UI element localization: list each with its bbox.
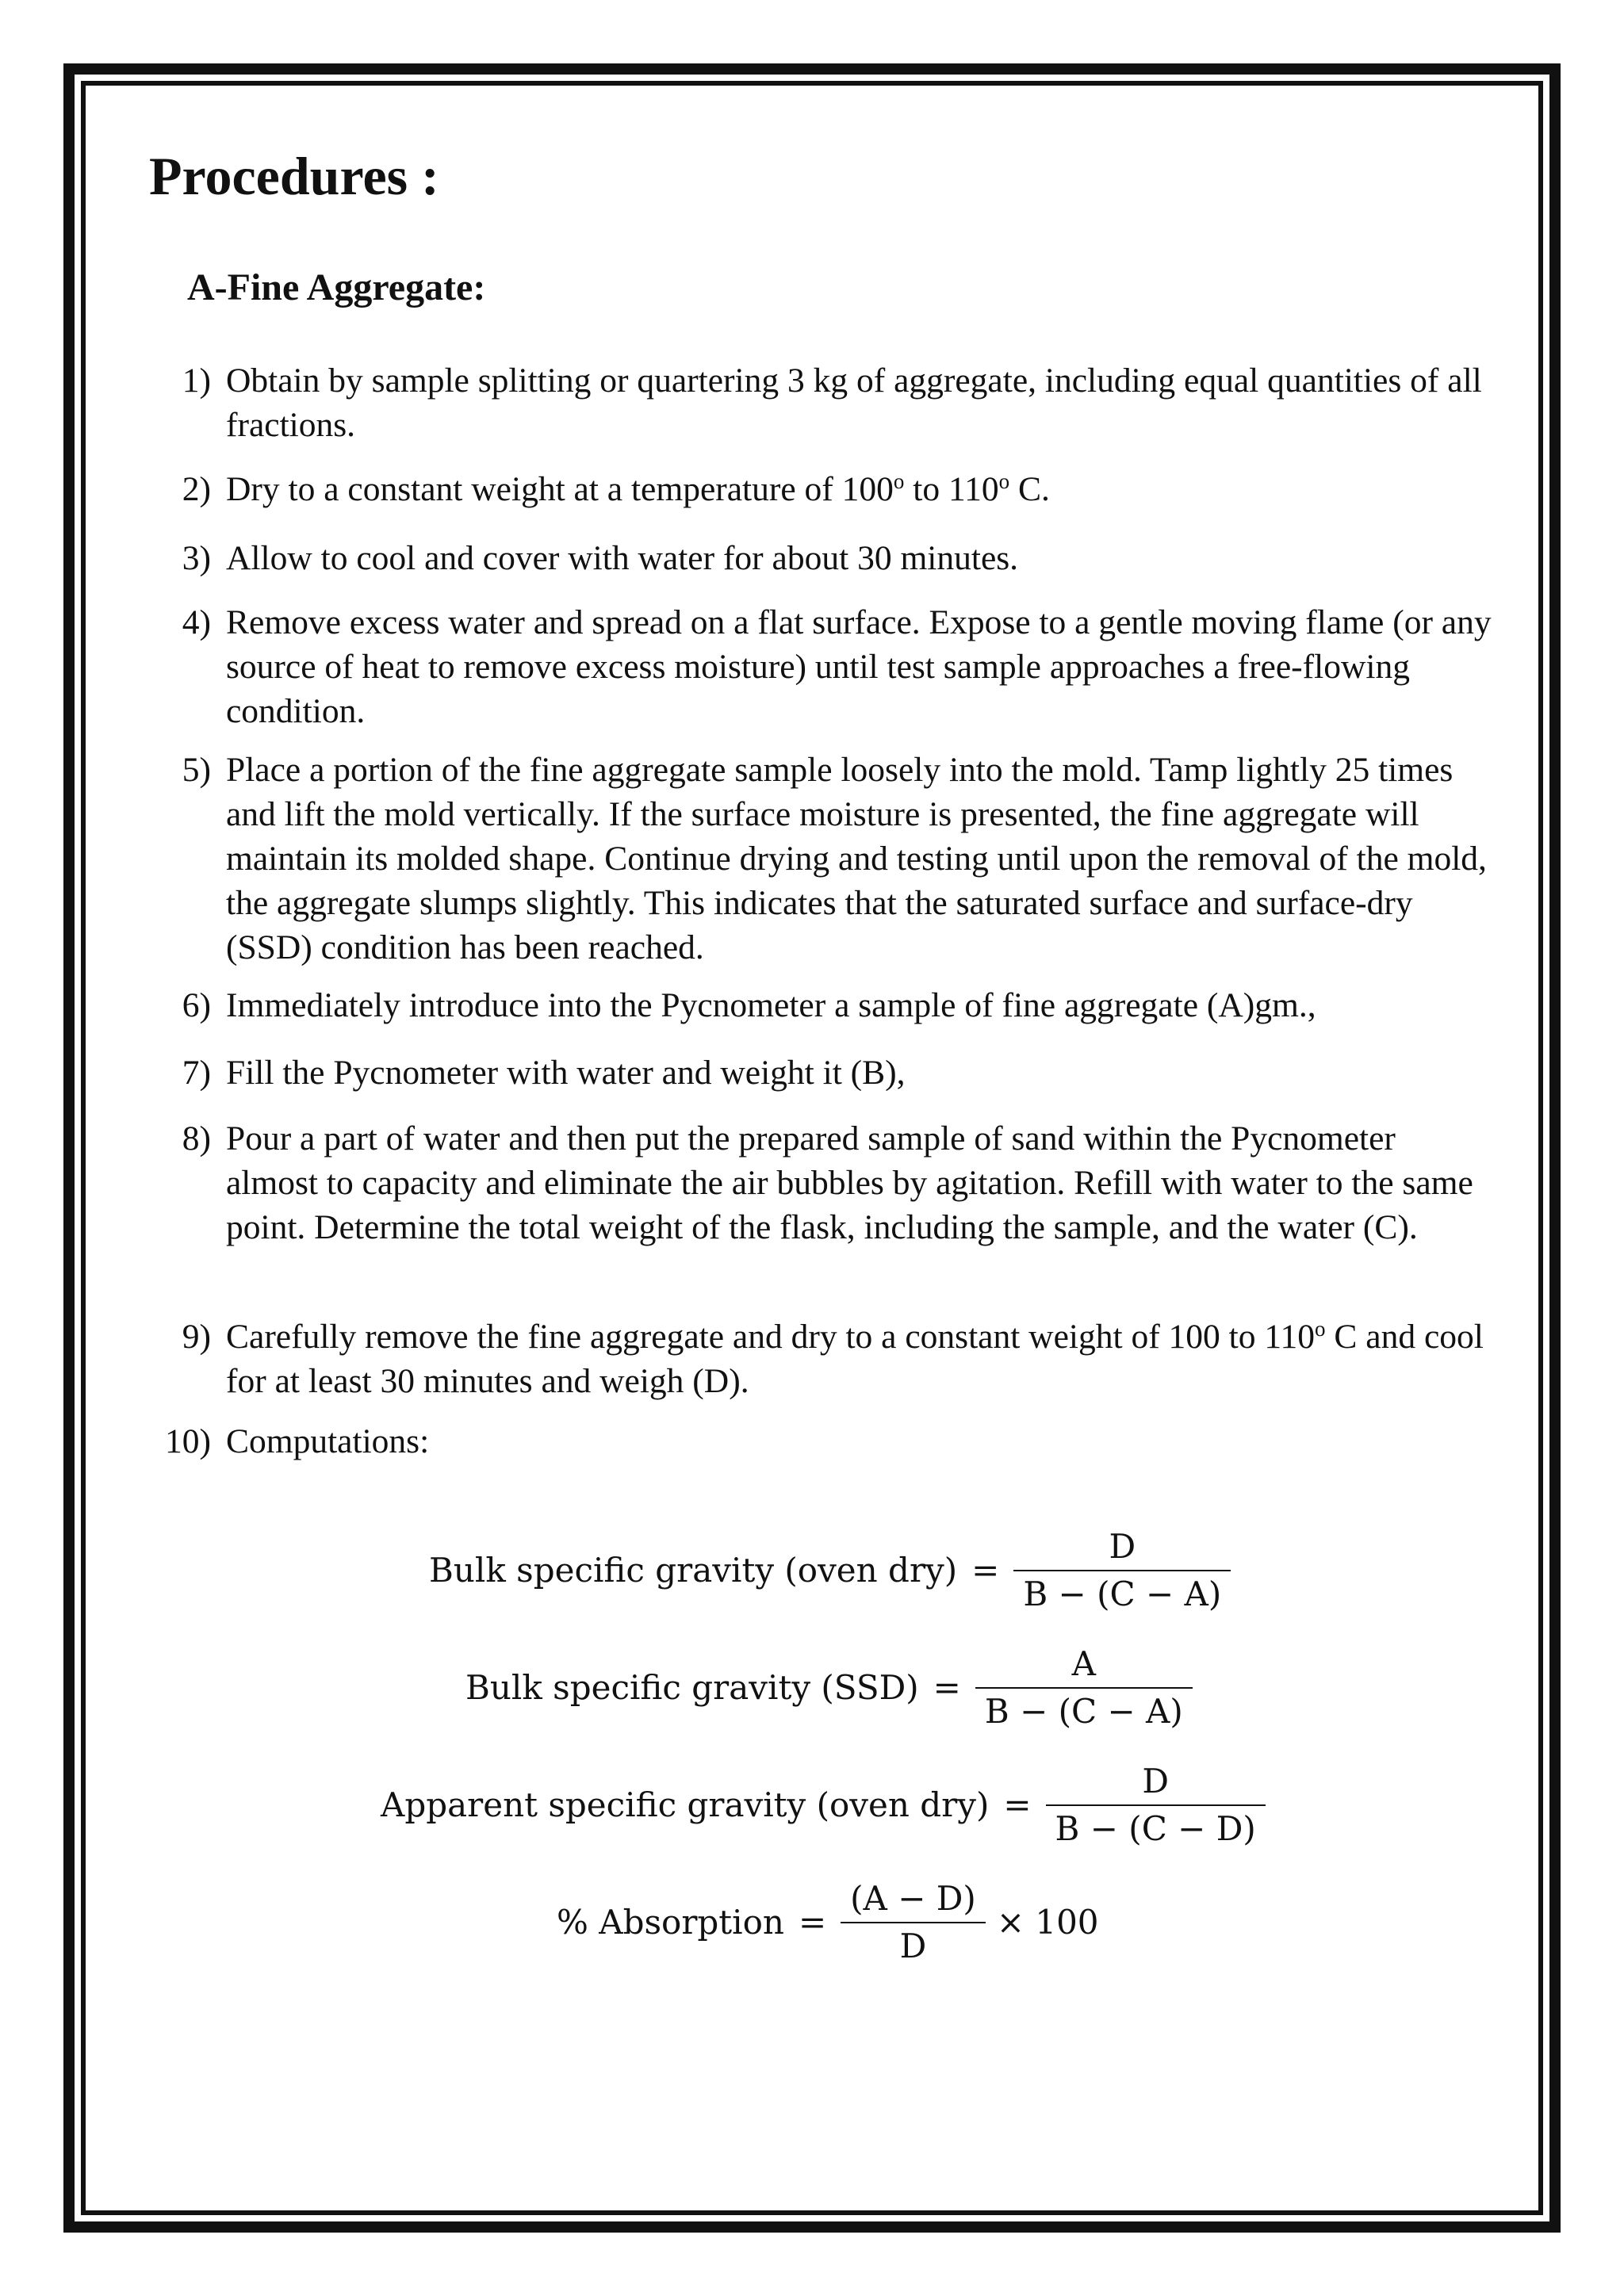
formula-bulk-sg-oven-dry	[429, 1527, 1231, 1613]
step-number: 1)	[182, 362, 211, 400]
step-number: 4)	[182, 603, 211, 641]
step-number: 6)	[182, 986, 211, 1024]
formula-absorption	[557, 1879, 1099, 1965]
fraction	[841, 1879, 986, 1965]
degree-superscript: o	[1315, 1317, 1326, 1341]
step-text: Place a portion of the fine aggregate sample loosely into the mold. Tamp lightly 25 times and lift the mold vertically. If the surface moisture is presented, the fine aggregate will maintain its molded shape. Continue drying and testing until upon the removal of the mold, the aggregate slumps slightly. This indicates that the saturated surface and surface-dry (SSD) condition has been reached.	[226, 751, 1487, 966]
fraction	[975, 1644, 1193, 1731]
equals-sign: =	[933, 1668, 961, 1707]
numerator: (A − D)	[850, 1879, 976, 1918]
equals-sign: =	[971, 1551, 1000, 1590]
step-text: Remove excess water and spread on a flat surface. Expose to a gentle moving flame (or any source of heat to remove excess moisture) until test sample approaches a free-flowing condition.	[226, 603, 1492, 730]
step-text: Obtain by sample splitting or quartering 3 kg of aggregate, including equal quantities of all fractions.	[226, 362, 1482, 444]
formula-label: Bulk specific gravity (SSD)	[465, 1668, 919, 1707]
equals-sign: =	[798, 1903, 827, 1942]
denominator: B − (C − D)	[1055, 1809, 1256, 1848]
step-number: 2)	[182, 470, 211, 508]
numerator: D	[1142, 1762, 1169, 1800]
step-text	[226, 1314, 1495, 1403]
step-text	[226, 467, 1495, 511]
degree-superscript: o	[893, 469, 905, 494]
formula-apparent-sg-oven-dry	[381, 1762, 1266, 1848]
step-text: Pour a part of water and then put the prepared sample of sand within the Pycnometer almost to capacity and eliminate the air bubbles by agitation. Refill with water to the same point. Determine the total weight of the flask, including the sample, and the water (C).	[226, 1119, 1473, 1246]
numerator: A	[1071, 1644, 1096, 1683]
numerator: D	[1109, 1527, 1136, 1566]
section-heading: A-Fine Aggregate:	[187, 266, 486, 308]
fraction	[1013, 1527, 1231, 1613]
step-number: 8)	[182, 1119, 211, 1158]
formula-label: % Absorption	[557, 1903, 784, 1942]
denominator: D	[899, 1927, 927, 1965]
step-number: 7)	[182, 1054, 211, 1092]
step-text-part: Carefully remove the fine aggregate and dry to a constant weight of 100 to 110	[226, 1318, 1316, 1356]
step-number: 3)	[182, 539, 211, 577]
step-number: 10)	[165, 1422, 211, 1460]
step-text-part: to 110	[904, 470, 999, 508]
step-text-part: Dry to a constant weight at a temperature of 100	[226, 470, 894, 508]
step-number: 5)	[182, 751, 211, 789]
step-number: 9)	[182, 1318, 211, 1356]
formula-label: Apparent specific gravity (oven dry)	[381, 1785, 990, 1824]
equals-sign: =	[1003, 1785, 1032, 1824]
step-text-part: C and cool for at least 30 minutes and weigh (D).	[226, 1318, 1484, 1400]
formula-bulk-sg-ssd	[465, 1644, 1193, 1731]
step-text: Computations:	[226, 1422, 430, 1460]
multiplier: × 100	[996, 1903, 1099, 1942]
denominator: B − (C − A)	[1023, 1575, 1222, 1613]
degree-superscript: o	[998, 469, 1010, 494]
step-text: Immediately introduce into the Pycnometer a sample of fine aggregate (A)gm.,	[226, 986, 1316, 1024]
denominator: B − (C − A)	[984, 1692, 1183, 1731]
step-text-part: C.	[1009, 470, 1050, 508]
step-text: Fill the Pycnometer with water and weight it (B),	[226, 1054, 906, 1092]
formula-label: Bulk specific gravity (oven dry)	[429, 1551, 958, 1590]
step-text: Allow to cool and cover with water for about 30 minutes.	[226, 539, 1019, 577]
fraction	[1046, 1762, 1266, 1848]
page-title: Procedures :	[149, 146, 439, 206]
